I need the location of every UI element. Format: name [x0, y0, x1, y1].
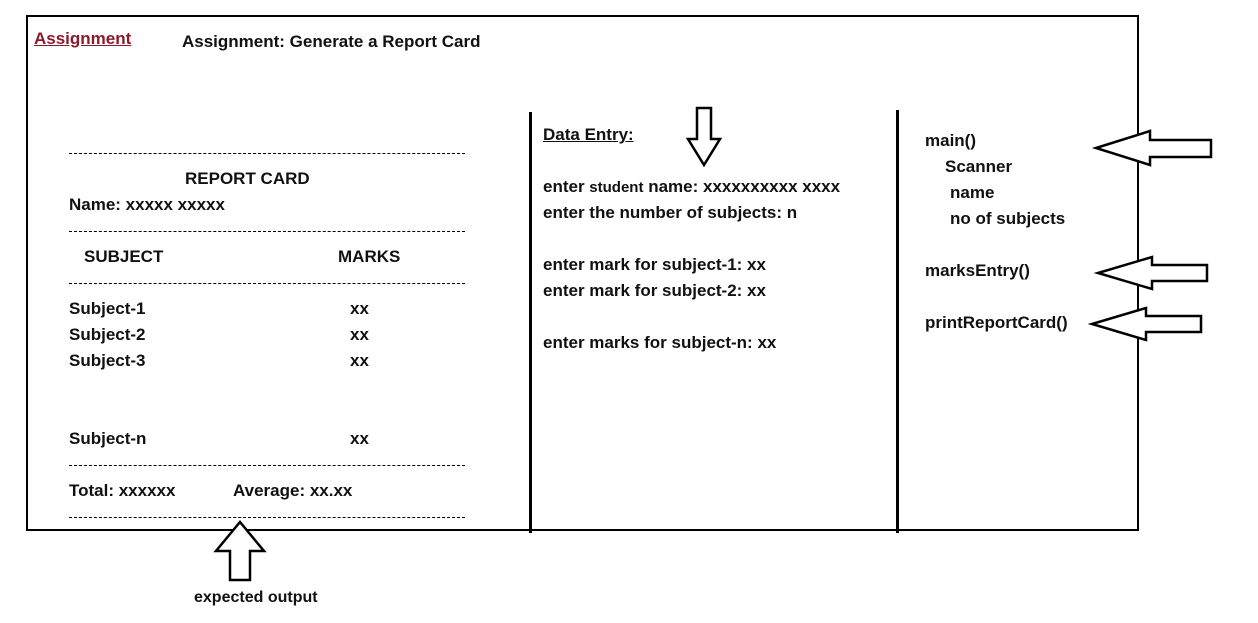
column-header-subject: SUBJECT — [84, 247, 164, 266]
method-print-report-card: printReportCard() — [925, 313, 1068, 332]
method-main: main() — [925, 131, 976, 150]
down-arrow-icon — [686, 106, 722, 168]
left-arrow-icon — [1090, 306, 1204, 342]
column-divider-right — [896, 110, 899, 533]
subject-label: Subject-1 — [69, 299, 146, 318]
entry-prefix: enter — [543, 177, 590, 196]
main-item-name: name — [950, 183, 995, 202]
subject-marks: xx — [350, 325, 369, 344]
entry-line-mark-1: enter mark for subject-1: xx — [543, 255, 766, 274]
subject-label: Subject-3 — [69, 351, 146, 370]
subject-marks: xx — [350, 429, 369, 448]
main-item-subjects: no of subjects — [950, 209, 1066, 228]
average-label: Average: xx.xx — [233, 481, 353, 500]
report-card-heading: REPORT CARD — [185, 169, 310, 188]
subject-marks: xx — [350, 299, 369, 318]
left-arrow-icon — [1096, 255, 1210, 291]
entry-line-student-name — [543, 177, 840, 197]
divider-bottom — [69, 517, 465, 518]
entry-line-mark-2: enter mark for subject-2: xx — [543, 281, 766, 300]
left-arrow-icon — [1094, 129, 1214, 167]
divider-header-top — [69, 231, 465, 232]
data-entry-heading: Data Entry: — [543, 125, 634, 144]
assignment-link[interactable]: Assignment — [34, 29, 132, 48]
entry-line-subject-count: enter the number of subjects: n — [543, 203, 798, 222]
main-item-scanner: Scanner — [945, 157, 1013, 176]
subject-label: Subject-2 — [69, 325, 146, 344]
divider-top — [69, 153, 465, 154]
divider-rows-bottom — [69, 465, 465, 466]
entry-rest: name: xxxxxxxxxx xxxx — [643, 177, 841, 196]
entry-line-mark-n: enter marks for subject-n: xx — [543, 333, 777, 352]
divider-header-bottom — [69, 283, 465, 284]
subject-label: Subject-n — [69, 429, 147, 448]
up-arrow-icon — [216, 520, 266, 582]
expected-output-caption: expected output — [194, 589, 318, 606]
method-marks-entry: marksEntry() — [925, 261, 1030, 280]
student-name-line: Name: xxxxx xxxxx — [69, 195, 225, 214]
subject-marks: xx — [350, 351, 369, 370]
column-header-marks: MARKS — [338, 247, 401, 266]
entry-small-word: student — [589, 179, 644, 196]
column-divider-left — [529, 112, 532, 533]
total-label: Total: xxxxxx — [69, 481, 176, 500]
page-title: Assignment: Generate a Report Card — [182, 32, 481, 51]
